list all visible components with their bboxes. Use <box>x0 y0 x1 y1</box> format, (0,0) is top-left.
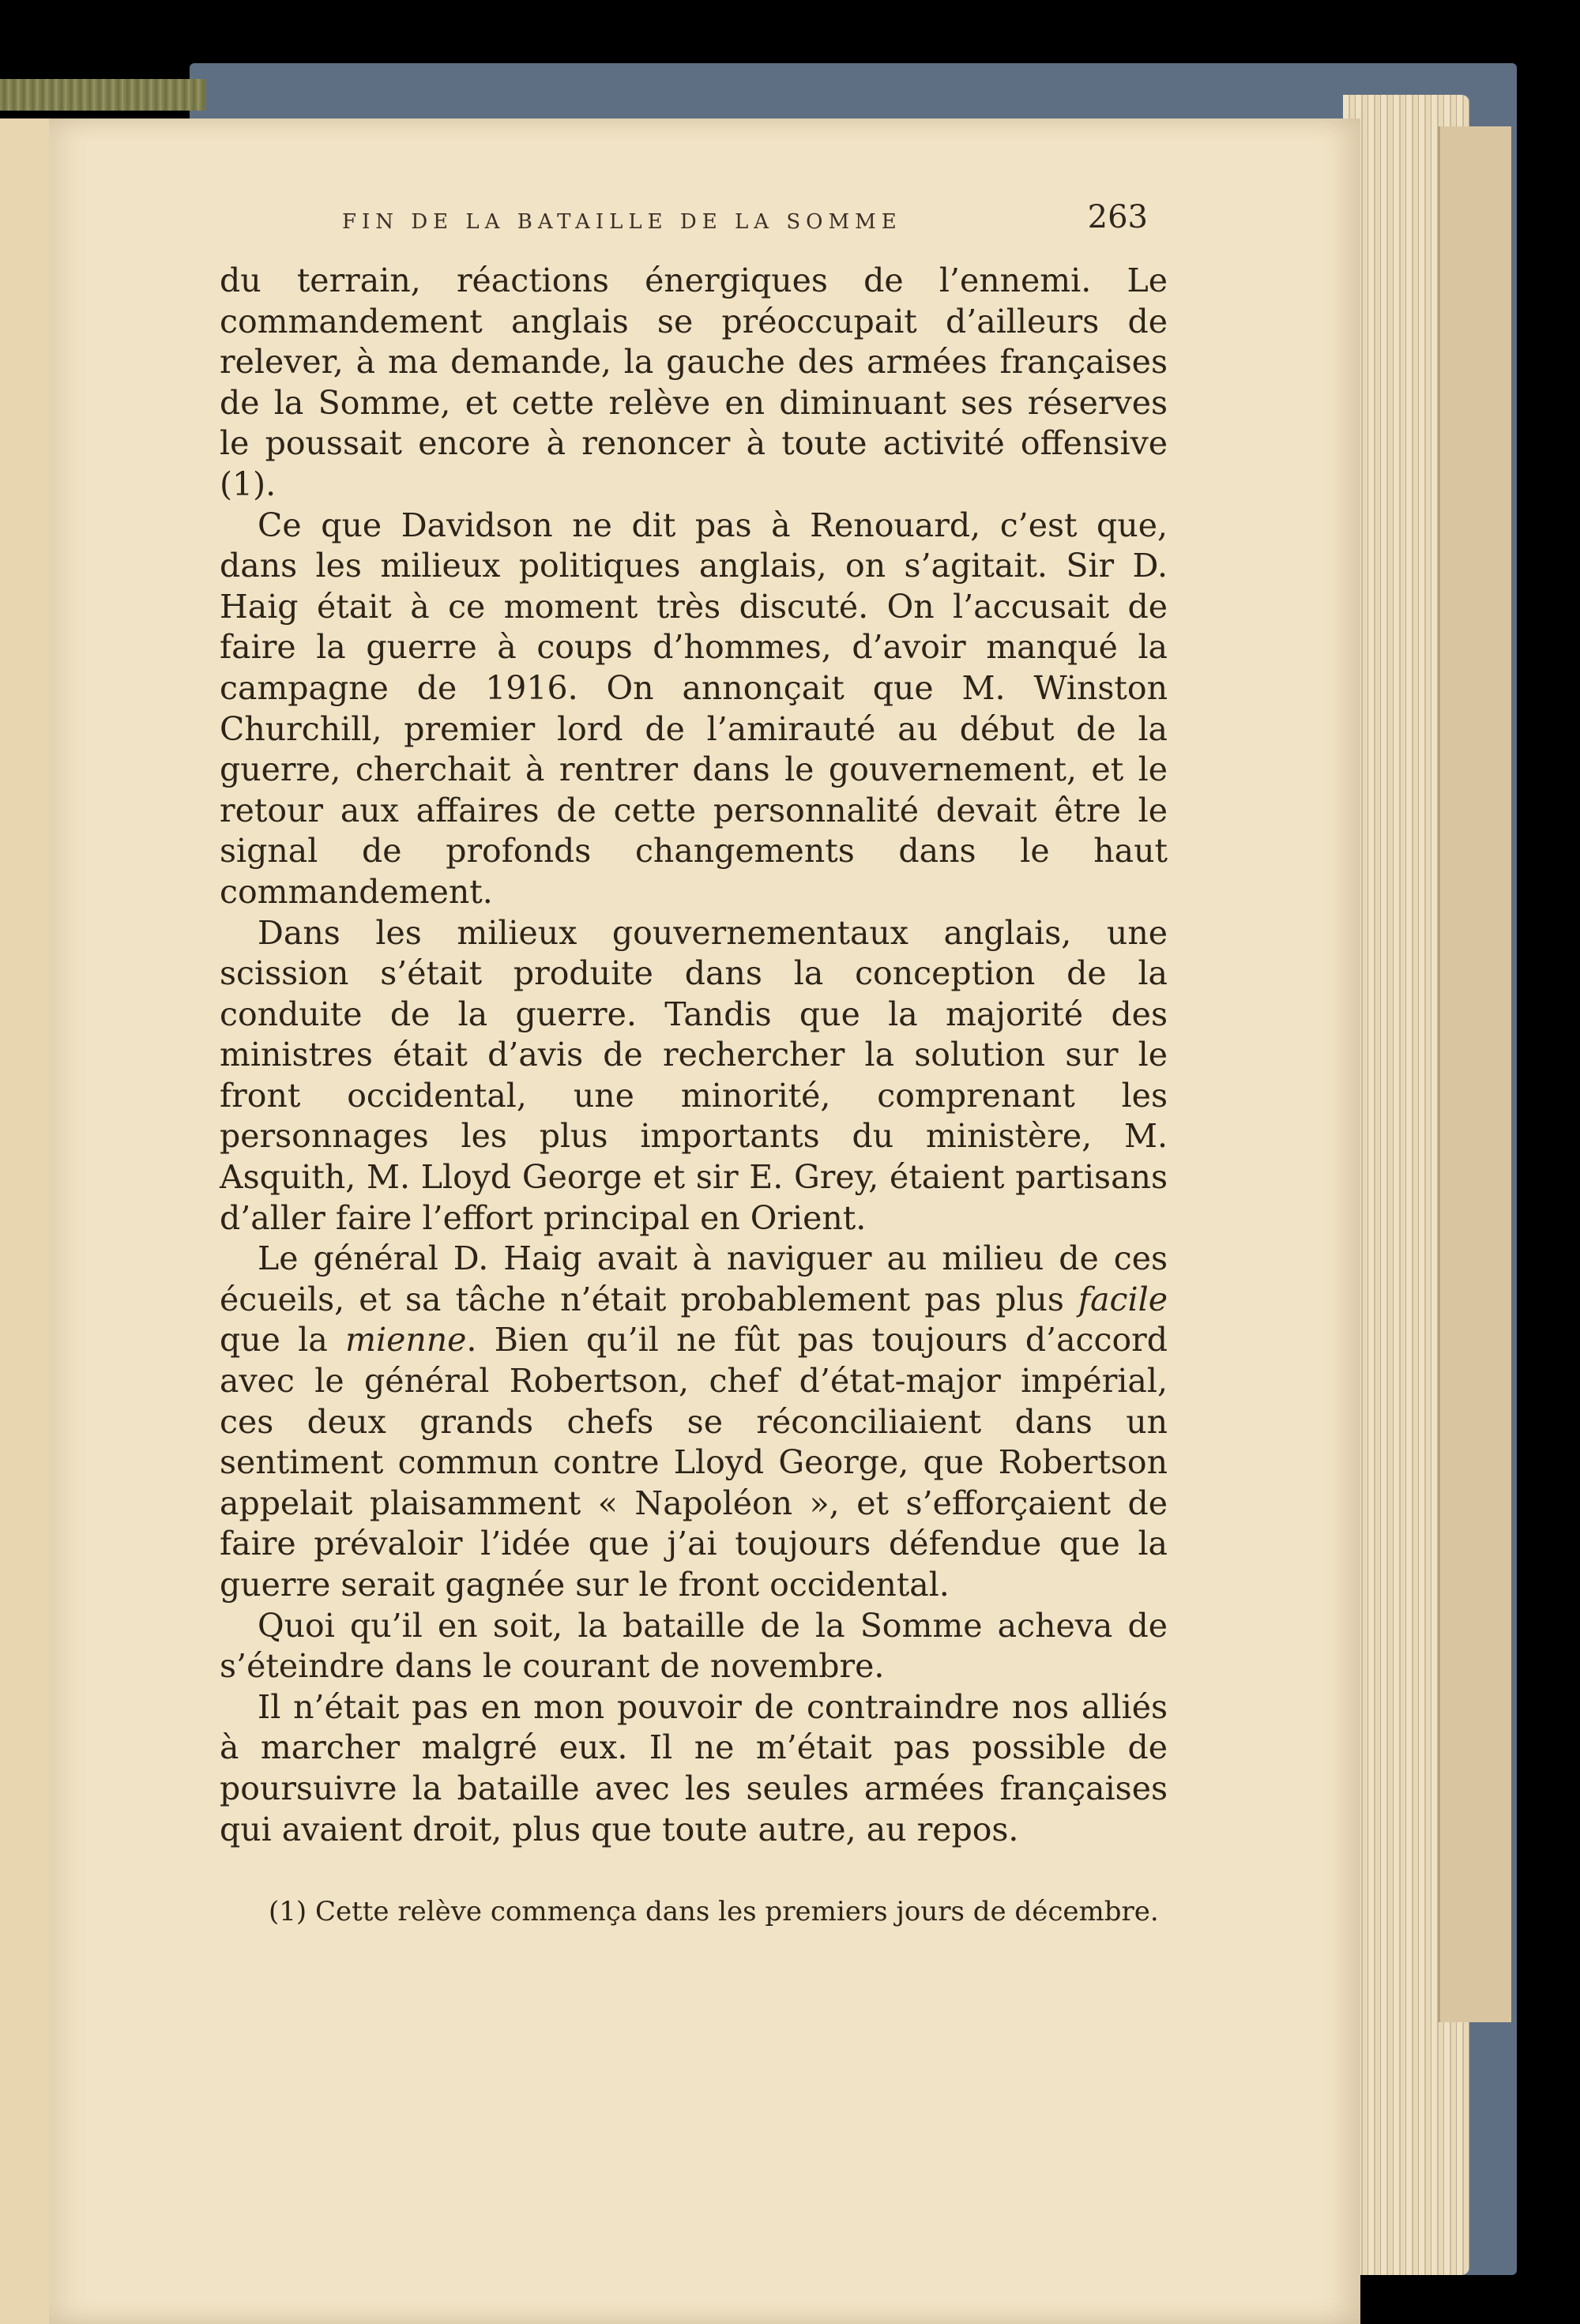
endpaper-edge <box>1438 126 1511 2022</box>
page-number: 263 <box>1087 199 1148 235</box>
paragraph-5: Quoi qu’il en soit, la bataille de la Somme acheva de s’éteindre dans le courant de novembre. <box>220 1606 1168 1686</box>
paragraph-1: du terrain, réactions énergiques de l’ennemi. Le commandement anglais se préoccupait d’ailleurs de relever, à ma demande, la gauche des armées françaises de la Somme, et cette relève en diminuant ses réserves le poussait encore à renoncer à toute activité offensive (1). <box>220 261 1168 503</box>
paragraph-2: Ce que Davidson ne dit pas à Renouard, c’est que, dans les milieux politiques anglais, on s’agitait. Sir D. Haig était à ce moment très discuté. On l’accusait de faire la guerre à coups d’hommes, d’avoir manqué la campagne de 1916. On annonçait que M. Winston Churchill, premier lord de l’amirauté au début de la guerre, cherchait à rentrer dans le gouvernement, et le retour aux affaires de cette personnalité devait être le signal de profonds changements dans le haut commandement. <box>220 506 1168 911</box>
footnote: (1) Cette relève commença dans les premiers jours de décembre. <box>269 1896 1159 1927</box>
paragraph-4-part-1: Le général D. Haig avait à naviguer au milieu de ces écueils, et sa tâche n’était probablement pas plus <box>220 1239 1168 1318</box>
spine-fabric <box>0 79 205 111</box>
paragraph-4-italic-mienne: mienne <box>345 1321 467 1359</box>
paragraph-3: Dans les milieux gouvernementaux anglais, une scission s’était produite dans la conception de la conduite de la guerre. Tandis que la majorité des ministres était d’avis de rechercher la solution sur le front occidental, une minorité, comprenant les personnages les plus importants du ministère, M. Asquith, M. Lloyd George et sir E. Grey, étaient partisans d’aller faire l’effort principal en Orient. <box>220 913 1168 1237</box>
paragraph-4 <box>220 1239 1168 1605</box>
running-header <box>342 199 1148 246</box>
running-title: FIN DE LA BATAILLE DE LA SOMME <box>342 210 902 234</box>
previous-page-edge <box>0 118 52 2324</box>
paragraph-4-part-3: . Bien qu’il ne fût pas toujours d’accord avec le général Robertson, chef d’état-major impérial, ces deux grands chefs se réconciliaient dans un sentiment commun contre Lloyd George, que Robertson appelait plaisamment « Napoléon », et s’efforçaient de faire prévaloir l’idée que j’ai toujours défendue que la guerre serait gagnée sur le front occidental. <box>220 1321 1168 1604</box>
body-text <box>220 261 1168 1850</box>
paragraph-6: Il n’était pas en mon pouvoir de contraindre nos alliés à marcher malgré eux. Il ne m’était pas possible de poursuivre la bataille avec les seules armées françaises qui avaient droit, plus que toute autre, au repos. <box>220 1687 1168 1848</box>
paragraph-4-italic-facile: facile <box>1078 1280 1168 1318</box>
paragraph-4-part-2: que la <box>220 1321 346 1359</box>
